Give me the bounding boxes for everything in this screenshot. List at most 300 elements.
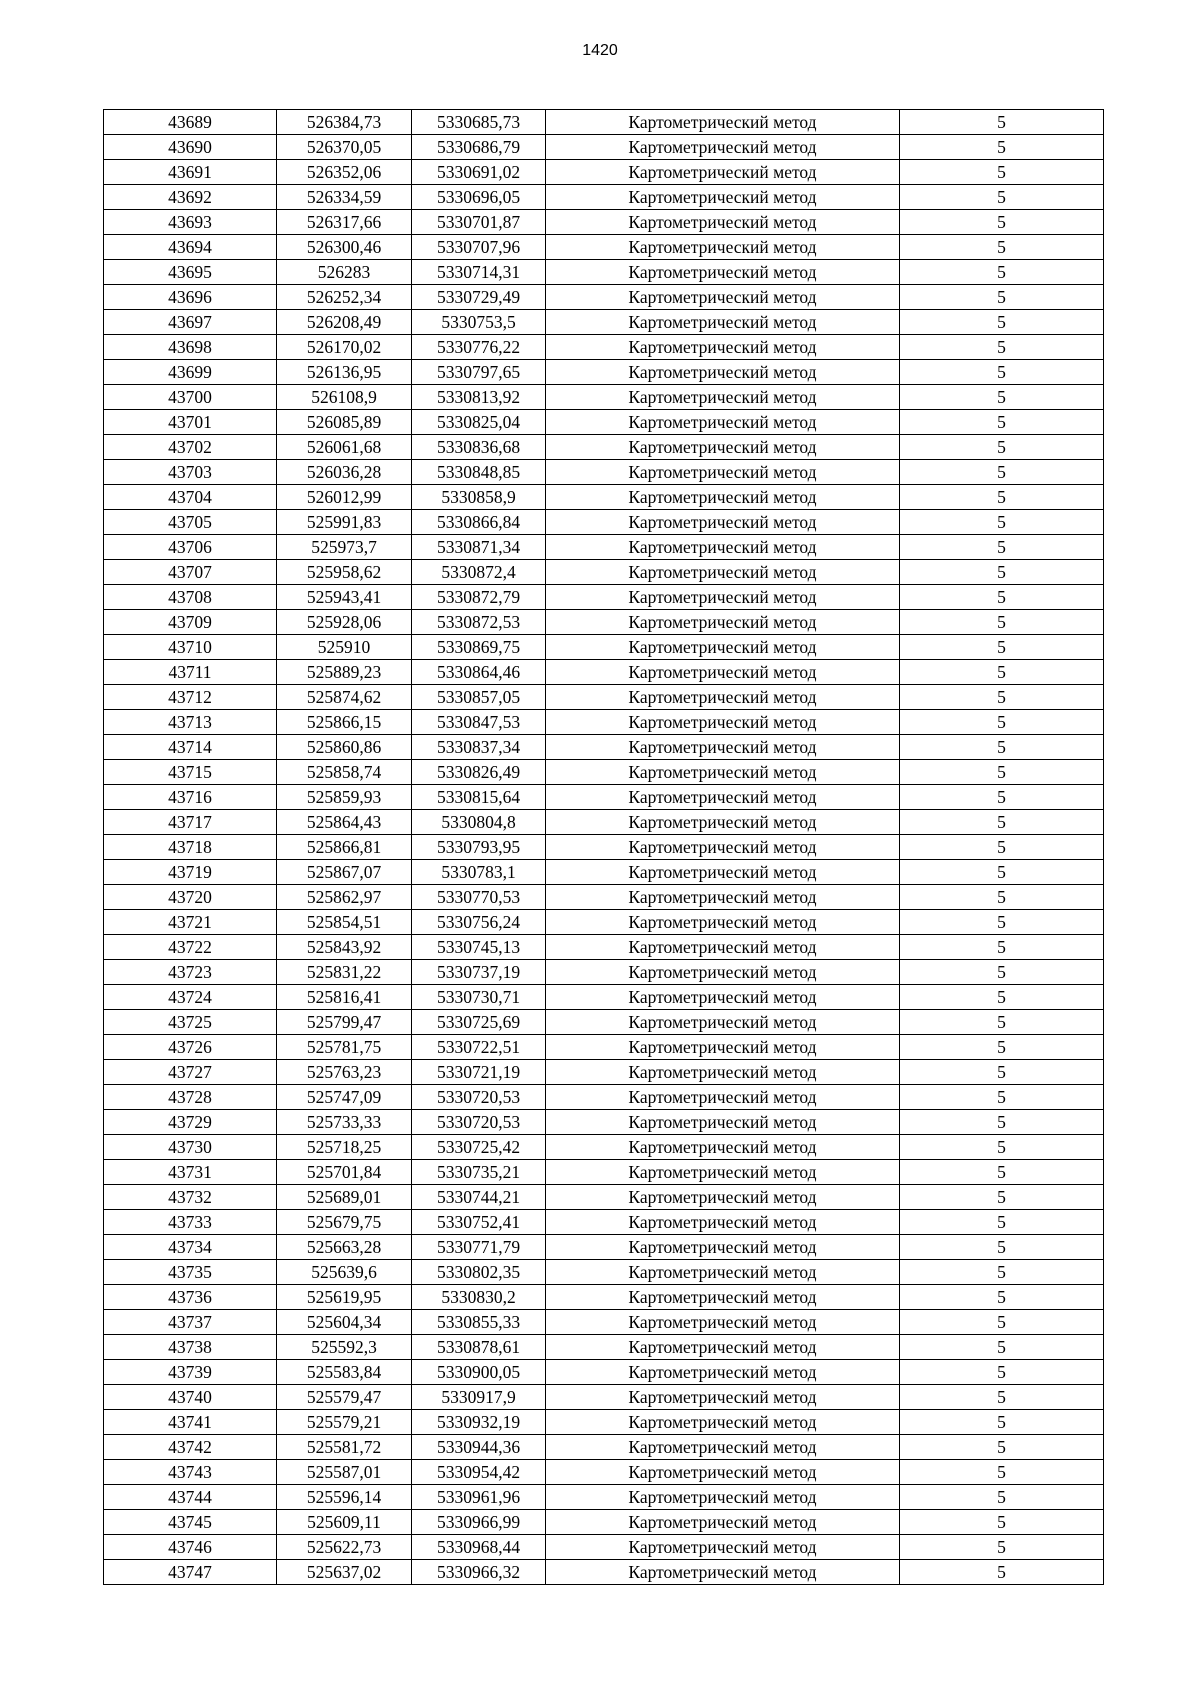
y-coordinate-cell: 5330756,24 bbox=[412, 910, 546, 935]
method-cell: Картометрический метод bbox=[546, 960, 900, 985]
x-coordinate-cell: 526061,68 bbox=[277, 435, 412, 460]
accuracy-cell: 5 bbox=[900, 1510, 1104, 1535]
y-coordinate-cell: 5330830,2 bbox=[412, 1285, 546, 1310]
x-coordinate-cell: 526036,28 bbox=[277, 460, 412, 485]
point-number-cell: 43719 bbox=[104, 860, 277, 885]
y-coordinate-cell: 5330847,53 bbox=[412, 710, 546, 735]
y-coordinate-cell: 5330813,92 bbox=[412, 385, 546, 410]
table-row bbox=[104, 610, 1104, 635]
x-coordinate-cell: 526170,02 bbox=[277, 335, 412, 360]
x-coordinate-cell: 525799,47 bbox=[277, 1010, 412, 1035]
table-row bbox=[104, 960, 1104, 985]
method-cell: Картометрический метод bbox=[546, 160, 900, 185]
point-number-cell: 43728 bbox=[104, 1085, 277, 1110]
method-cell: Картометрический метод bbox=[546, 235, 900, 260]
method-cell: Картометрический метод bbox=[546, 535, 900, 560]
y-coordinate-cell: 5330944,36 bbox=[412, 1435, 546, 1460]
method-cell: Картометрический метод bbox=[546, 1435, 900, 1460]
x-coordinate-cell: 525889,23 bbox=[277, 660, 412, 685]
accuracy-cell: 5 bbox=[900, 1235, 1104, 1260]
y-coordinate-cell: 5330696,05 bbox=[412, 185, 546, 210]
method-cell: Картометрический метод bbox=[546, 1510, 900, 1535]
method-cell: Картометрический метод bbox=[546, 1310, 900, 1335]
point-number-cell: 43704 bbox=[104, 485, 277, 510]
y-coordinate-cell: 5330714,31 bbox=[412, 260, 546, 285]
table-row bbox=[104, 1335, 1104, 1360]
point-number-cell: 43713 bbox=[104, 710, 277, 735]
accuracy-cell: 5 bbox=[900, 660, 1104, 685]
point-number-cell: 43712 bbox=[104, 685, 277, 710]
method-cell: Картометрический метод bbox=[546, 185, 900, 210]
table-row bbox=[104, 1010, 1104, 1035]
accuracy-cell: 5 bbox=[900, 1185, 1104, 1210]
accuracy-cell: 5 bbox=[900, 235, 1104, 260]
y-coordinate-cell: 5330878,61 bbox=[412, 1335, 546, 1360]
x-coordinate-cell: 525637,02 bbox=[277, 1560, 412, 1585]
x-coordinate-cell: 525604,34 bbox=[277, 1310, 412, 1335]
x-coordinate-cell: 525581,72 bbox=[277, 1435, 412, 1460]
point-number-cell: 43694 bbox=[104, 235, 277, 260]
table-row bbox=[104, 1160, 1104, 1185]
x-coordinate-cell: 525781,75 bbox=[277, 1035, 412, 1060]
y-coordinate-cell: 5330872,79 bbox=[412, 585, 546, 610]
x-coordinate-cell: 525928,06 bbox=[277, 610, 412, 635]
point-number-cell: 43705 bbox=[104, 510, 277, 535]
x-coordinate-cell: 525973,7 bbox=[277, 535, 412, 560]
table-row bbox=[104, 535, 1104, 560]
method-cell: Картометрический метод bbox=[546, 1160, 900, 1185]
y-coordinate-cell: 5330866,84 bbox=[412, 510, 546, 535]
y-coordinate-cell: 5330721,19 bbox=[412, 1060, 546, 1085]
y-coordinate-cell: 5330855,33 bbox=[412, 1310, 546, 1335]
method-cell: Картометрический метод bbox=[546, 1235, 900, 1260]
point-number-cell: 43738 bbox=[104, 1335, 277, 1360]
accuracy-cell: 5 bbox=[900, 860, 1104, 885]
x-coordinate-cell: 525763,23 bbox=[277, 1060, 412, 1085]
table-row bbox=[104, 1285, 1104, 1310]
method-cell: Картометрический метод bbox=[546, 1035, 900, 1060]
accuracy-cell: 5 bbox=[900, 335, 1104, 360]
accuracy-cell: 5 bbox=[900, 1535, 1104, 1560]
point-number-cell: 43741 bbox=[104, 1410, 277, 1435]
table-row bbox=[104, 1135, 1104, 1160]
method-cell: Картометрический метод bbox=[546, 310, 900, 335]
accuracy-cell: 5 bbox=[900, 1560, 1104, 1585]
point-number-cell: 43746 bbox=[104, 1535, 277, 1560]
accuracy-cell: 5 bbox=[900, 460, 1104, 485]
x-coordinate-cell: 525816,41 bbox=[277, 985, 412, 1010]
table-row bbox=[104, 360, 1104, 385]
x-coordinate-cell: 525689,01 bbox=[277, 1185, 412, 1210]
method-cell: Картометрический метод bbox=[546, 635, 900, 660]
accuracy-cell: 5 bbox=[900, 410, 1104, 435]
x-coordinate-cell: 526208,49 bbox=[277, 310, 412, 335]
accuracy-cell: 5 bbox=[900, 485, 1104, 510]
accuracy-cell: 5 bbox=[900, 785, 1104, 810]
point-number-cell: 43710 bbox=[104, 635, 277, 660]
point-number-cell: 43740 bbox=[104, 1385, 277, 1410]
y-coordinate-cell: 5330730,71 bbox=[412, 985, 546, 1010]
x-coordinate-cell: 525864,43 bbox=[277, 810, 412, 835]
point-number-cell: 43697 bbox=[104, 310, 277, 335]
table-row bbox=[104, 1510, 1104, 1535]
table-row bbox=[104, 1310, 1104, 1335]
point-number-cell: 43716 bbox=[104, 785, 277, 810]
point-number-cell: 43734 bbox=[104, 1235, 277, 1260]
accuracy-cell: 5 bbox=[900, 685, 1104, 710]
table-row bbox=[104, 260, 1104, 285]
y-coordinate-cell: 5330701,87 bbox=[412, 210, 546, 235]
y-coordinate-cell: 5330872,53 bbox=[412, 610, 546, 635]
table-row bbox=[104, 1435, 1104, 1460]
point-number-cell: 43720 bbox=[104, 885, 277, 910]
x-coordinate-cell: 525733,33 bbox=[277, 1110, 412, 1135]
x-coordinate-cell: 526384,73 bbox=[277, 110, 412, 135]
table-row bbox=[104, 835, 1104, 860]
y-coordinate-cell: 5330815,64 bbox=[412, 785, 546, 810]
method-cell: Картометрический метод bbox=[546, 585, 900, 610]
point-number-cell: 43714 bbox=[104, 735, 277, 760]
method-cell: Картометрический метод bbox=[546, 1460, 900, 1485]
method-cell: Картометрический метод bbox=[546, 110, 900, 135]
y-coordinate-cell: 5330872,4 bbox=[412, 560, 546, 585]
method-cell: Картометрический метод bbox=[546, 435, 900, 460]
x-coordinate-cell: 525718,25 bbox=[277, 1135, 412, 1160]
method-cell: Картометрический метод bbox=[546, 285, 900, 310]
table-row bbox=[104, 810, 1104, 835]
y-coordinate-cell: 5330725,69 bbox=[412, 1010, 546, 1035]
table-row bbox=[104, 1535, 1104, 1560]
table-row bbox=[104, 785, 1104, 810]
table-row bbox=[104, 335, 1104, 360]
y-coordinate-cell: 5330685,73 bbox=[412, 110, 546, 135]
accuracy-cell: 5 bbox=[900, 810, 1104, 835]
point-number-cell: 43732 bbox=[104, 1185, 277, 1210]
y-coordinate-cell: 5330783,1 bbox=[412, 860, 546, 885]
x-coordinate-cell: 525592,3 bbox=[277, 1335, 412, 1360]
point-number-cell: 43692 bbox=[104, 185, 277, 210]
y-coordinate-cell: 5330753,5 bbox=[412, 310, 546, 335]
y-coordinate-cell: 5330836,68 bbox=[412, 435, 546, 460]
point-number-cell: 43695 bbox=[104, 260, 277, 285]
x-coordinate-cell: 525609,11 bbox=[277, 1510, 412, 1535]
table-row bbox=[104, 1460, 1104, 1485]
point-number-cell: 43702 bbox=[104, 435, 277, 460]
table-row bbox=[104, 1210, 1104, 1235]
method-cell: Картометрический метод bbox=[546, 385, 900, 410]
x-coordinate-cell: 525639,6 bbox=[277, 1260, 412, 1285]
table-row bbox=[104, 910, 1104, 935]
method-cell: Картометрический метод bbox=[546, 410, 900, 435]
point-number-cell: 43731 bbox=[104, 1160, 277, 1185]
table-row bbox=[104, 110, 1104, 135]
accuracy-cell: 5 bbox=[900, 760, 1104, 785]
accuracy-cell: 5 bbox=[900, 135, 1104, 160]
y-coordinate-cell: 5330857,05 bbox=[412, 685, 546, 710]
method-cell: Картометрический метод bbox=[546, 1010, 900, 1035]
x-coordinate-cell: 525910 bbox=[277, 635, 412, 660]
y-coordinate-cell: 5330932,19 bbox=[412, 1410, 546, 1435]
x-coordinate-cell: 526085,89 bbox=[277, 410, 412, 435]
method-cell: Картометрический метод bbox=[546, 610, 900, 635]
y-coordinate-cell: 5330752,41 bbox=[412, 1210, 546, 1235]
accuracy-cell: 5 bbox=[900, 885, 1104, 910]
y-coordinate-cell: 5330900,05 bbox=[412, 1360, 546, 1385]
x-coordinate-cell: 525587,01 bbox=[277, 1460, 412, 1485]
method-cell: Картометрический метод bbox=[546, 1185, 900, 1210]
table-row bbox=[104, 160, 1104, 185]
method-cell: Картометрический метод bbox=[546, 735, 900, 760]
method-cell: Картометрический метод bbox=[546, 685, 900, 710]
accuracy-cell: 5 bbox=[900, 1010, 1104, 1035]
method-cell: Картометрический метод bbox=[546, 1360, 900, 1385]
y-coordinate-cell: 5330826,49 bbox=[412, 760, 546, 785]
point-number-cell: 43721 bbox=[104, 910, 277, 935]
table-row bbox=[104, 1235, 1104, 1260]
point-number-cell: 43708 bbox=[104, 585, 277, 610]
table-row bbox=[104, 285, 1104, 310]
accuracy-cell: 5 bbox=[900, 1360, 1104, 1385]
table-row bbox=[104, 685, 1104, 710]
point-number-cell: 43703 bbox=[104, 460, 277, 485]
method-cell: Картометрический метод bbox=[546, 1385, 900, 1410]
accuracy-cell: 5 bbox=[900, 110, 1104, 135]
y-coordinate-cell: 5330858,9 bbox=[412, 485, 546, 510]
x-coordinate-cell: 525866,15 bbox=[277, 710, 412, 735]
table-row bbox=[104, 135, 1104, 160]
accuracy-cell: 5 bbox=[900, 1435, 1104, 1460]
accuracy-cell: 5 bbox=[900, 260, 1104, 285]
table-row bbox=[104, 710, 1104, 735]
accuracy-cell: 5 bbox=[900, 360, 1104, 385]
y-coordinate-cell: 5330707,96 bbox=[412, 235, 546, 260]
x-coordinate-cell: 525831,22 bbox=[277, 960, 412, 985]
table-row bbox=[104, 1110, 1104, 1135]
y-coordinate-cell: 5330804,8 bbox=[412, 810, 546, 835]
accuracy-cell: 5 bbox=[900, 1035, 1104, 1060]
method-cell: Картометрический метод bbox=[546, 910, 900, 935]
method-cell: Картометрический метод bbox=[546, 210, 900, 235]
accuracy-cell: 5 bbox=[900, 510, 1104, 535]
table-row bbox=[104, 935, 1104, 960]
x-coordinate-cell: 526252,34 bbox=[277, 285, 412, 310]
x-coordinate-cell: 526283 bbox=[277, 260, 412, 285]
point-number-cell: 43724 bbox=[104, 985, 277, 1010]
point-number-cell: 43718 bbox=[104, 835, 277, 860]
x-coordinate-cell: 525596,14 bbox=[277, 1485, 412, 1510]
y-coordinate-cell: 5330793,95 bbox=[412, 835, 546, 860]
x-coordinate-cell: 525663,28 bbox=[277, 1235, 412, 1260]
table-row bbox=[104, 1385, 1104, 1410]
accuracy-cell: 5 bbox=[900, 935, 1104, 960]
x-coordinate-cell: 525866,81 bbox=[277, 835, 412, 860]
table-row bbox=[104, 585, 1104, 610]
table-row bbox=[104, 385, 1104, 410]
y-coordinate-cell: 5330869,75 bbox=[412, 635, 546, 660]
accuracy-cell: 5 bbox=[900, 1335, 1104, 1360]
accuracy-cell: 5 bbox=[900, 310, 1104, 335]
table-row bbox=[104, 885, 1104, 910]
point-number-cell: 43707 bbox=[104, 560, 277, 585]
method-cell: Картометрический метод bbox=[546, 1560, 900, 1585]
x-coordinate-cell: 525579,21 bbox=[277, 1410, 412, 1435]
point-number-cell: 43696 bbox=[104, 285, 277, 310]
x-coordinate-cell: 526317,66 bbox=[277, 210, 412, 235]
coordinates-table-body bbox=[104, 110, 1104, 1585]
x-coordinate-cell: 525619,95 bbox=[277, 1285, 412, 1310]
point-number-cell: 43699 bbox=[104, 360, 277, 385]
table-row bbox=[104, 1185, 1104, 1210]
y-coordinate-cell: 5330848,85 bbox=[412, 460, 546, 485]
table-row bbox=[104, 635, 1104, 660]
point-number-cell: 43747 bbox=[104, 1560, 277, 1585]
accuracy-cell: 5 bbox=[900, 210, 1104, 235]
method-cell: Картометрический метод bbox=[546, 1285, 900, 1310]
x-coordinate-cell: 525874,62 bbox=[277, 685, 412, 710]
accuracy-cell: 5 bbox=[900, 1385, 1104, 1410]
method-cell: Картометрический метод bbox=[546, 760, 900, 785]
point-number-cell: 43700 bbox=[104, 385, 277, 410]
method-cell: Картометрический метод bbox=[546, 260, 900, 285]
table-row bbox=[104, 985, 1104, 1010]
point-number-cell: 43723 bbox=[104, 960, 277, 985]
point-number-cell: 43737 bbox=[104, 1310, 277, 1335]
accuracy-cell: 5 bbox=[900, 735, 1104, 760]
point-number-cell: 43715 bbox=[104, 760, 277, 785]
x-coordinate-cell: 525701,84 bbox=[277, 1160, 412, 1185]
accuracy-cell: 5 bbox=[900, 610, 1104, 635]
method-cell: Картометрический метод bbox=[546, 360, 900, 385]
table-row bbox=[104, 235, 1104, 260]
y-coordinate-cell: 5330722,51 bbox=[412, 1035, 546, 1060]
method-cell: Картометрический метод bbox=[546, 810, 900, 835]
x-coordinate-cell: 525860,86 bbox=[277, 735, 412, 760]
x-coordinate-cell: 525958,62 bbox=[277, 560, 412, 585]
table-row bbox=[104, 1085, 1104, 1110]
point-number-cell: 43717 bbox=[104, 810, 277, 835]
accuracy-cell: 5 bbox=[900, 285, 1104, 310]
accuracy-cell: 5 bbox=[900, 710, 1104, 735]
x-coordinate-cell: 525859,93 bbox=[277, 785, 412, 810]
method-cell: Картометрический метод bbox=[546, 1485, 900, 1510]
point-number-cell: 43693 bbox=[104, 210, 277, 235]
table-row bbox=[104, 860, 1104, 885]
table-row bbox=[104, 1260, 1104, 1285]
point-number-cell: 43706 bbox=[104, 535, 277, 560]
table-row bbox=[104, 1410, 1104, 1435]
table-row bbox=[104, 1485, 1104, 1510]
page-number: 1420 bbox=[582, 42, 618, 59]
x-coordinate-cell: 525679,75 bbox=[277, 1210, 412, 1235]
x-coordinate-cell: 525867,07 bbox=[277, 860, 412, 885]
method-cell: Картометрический метод bbox=[546, 485, 900, 510]
y-coordinate-cell: 5330771,79 bbox=[412, 1235, 546, 1260]
method-cell: Картометрический метод bbox=[546, 510, 900, 535]
y-coordinate-cell: 5330737,19 bbox=[412, 960, 546, 985]
method-cell: Картометрический метод bbox=[546, 1135, 900, 1160]
x-coordinate-cell: 526300,46 bbox=[277, 235, 412, 260]
x-coordinate-cell: 526108,9 bbox=[277, 385, 412, 410]
accuracy-cell: 5 bbox=[900, 585, 1104, 610]
method-cell: Картометрический метод bbox=[546, 835, 900, 860]
accuracy-cell: 5 bbox=[900, 1110, 1104, 1135]
method-cell: Картометрический метод bbox=[546, 710, 900, 735]
table-row bbox=[104, 460, 1104, 485]
point-number-cell: 43733 bbox=[104, 1210, 277, 1235]
x-coordinate-cell: 526012,99 bbox=[277, 485, 412, 510]
point-number-cell: 43725 bbox=[104, 1010, 277, 1035]
method-cell: Картометрический метод bbox=[546, 935, 900, 960]
accuracy-cell: 5 bbox=[900, 185, 1104, 210]
point-number-cell: 43698 bbox=[104, 335, 277, 360]
y-coordinate-cell: 5330837,34 bbox=[412, 735, 546, 760]
accuracy-cell: 5 bbox=[900, 160, 1104, 185]
method-cell: Картометрический метод bbox=[546, 460, 900, 485]
y-coordinate-cell: 5330871,34 bbox=[412, 535, 546, 560]
y-coordinate-cell: 5330825,04 bbox=[412, 410, 546, 435]
table-row bbox=[104, 660, 1104, 685]
y-coordinate-cell: 5330720,53 bbox=[412, 1085, 546, 1110]
point-number-cell: 43744 bbox=[104, 1485, 277, 1510]
x-coordinate-cell: 525747,09 bbox=[277, 1085, 412, 1110]
coordinates-table bbox=[103, 109, 1104, 1585]
accuracy-cell: 5 bbox=[900, 560, 1104, 585]
accuracy-cell: 5 bbox=[900, 1460, 1104, 1485]
x-coordinate-cell: 526370,05 bbox=[277, 135, 412, 160]
y-coordinate-cell: 5330966,32 bbox=[412, 1560, 546, 1585]
accuracy-cell: 5 bbox=[900, 535, 1104, 560]
point-number-cell: 43689 bbox=[104, 110, 277, 135]
point-number-cell: 43691 bbox=[104, 160, 277, 185]
point-number-cell: 43709 bbox=[104, 610, 277, 635]
accuracy-cell: 5 bbox=[900, 1135, 1104, 1160]
y-coordinate-cell: 5330961,96 bbox=[412, 1485, 546, 1510]
y-coordinate-cell: 5330745,13 bbox=[412, 935, 546, 960]
point-number-cell: 43722 bbox=[104, 935, 277, 960]
method-cell: Картометрический метод bbox=[546, 560, 900, 585]
y-coordinate-cell: 5330686,79 bbox=[412, 135, 546, 160]
x-coordinate-cell: 525843,92 bbox=[277, 935, 412, 960]
point-number-cell: 43690 bbox=[104, 135, 277, 160]
table-row bbox=[104, 1560, 1104, 1585]
point-number-cell: 43727 bbox=[104, 1060, 277, 1085]
accuracy-cell: 5 bbox=[900, 385, 1104, 410]
y-coordinate-cell: 5330968,44 bbox=[412, 1535, 546, 1560]
method-cell: Картометрический метод bbox=[546, 860, 900, 885]
table-row bbox=[104, 510, 1104, 535]
method-cell: Картометрический метод bbox=[546, 885, 900, 910]
y-coordinate-cell: 5330720,53 bbox=[412, 1110, 546, 1135]
table-row bbox=[104, 1035, 1104, 1060]
table-row bbox=[104, 735, 1104, 760]
table-row bbox=[104, 185, 1104, 210]
y-coordinate-cell: 5330776,22 bbox=[412, 335, 546, 360]
table-row bbox=[104, 760, 1104, 785]
accuracy-cell: 5 bbox=[900, 1485, 1104, 1510]
y-coordinate-cell: 5330725,42 bbox=[412, 1135, 546, 1160]
point-number-cell: 43735 bbox=[104, 1260, 277, 1285]
x-coordinate-cell: 526334,59 bbox=[277, 185, 412, 210]
method-cell: Картометрический метод bbox=[546, 785, 900, 810]
method-cell: Картометрический метод bbox=[546, 1260, 900, 1285]
table-row bbox=[104, 310, 1104, 335]
y-coordinate-cell: 5330954,42 bbox=[412, 1460, 546, 1485]
x-coordinate-cell: 525854,51 bbox=[277, 910, 412, 935]
table-row bbox=[104, 410, 1104, 435]
point-number-cell: 43730 bbox=[104, 1135, 277, 1160]
x-coordinate-cell: 525943,41 bbox=[277, 585, 412, 610]
y-coordinate-cell: 5330770,53 bbox=[412, 885, 546, 910]
